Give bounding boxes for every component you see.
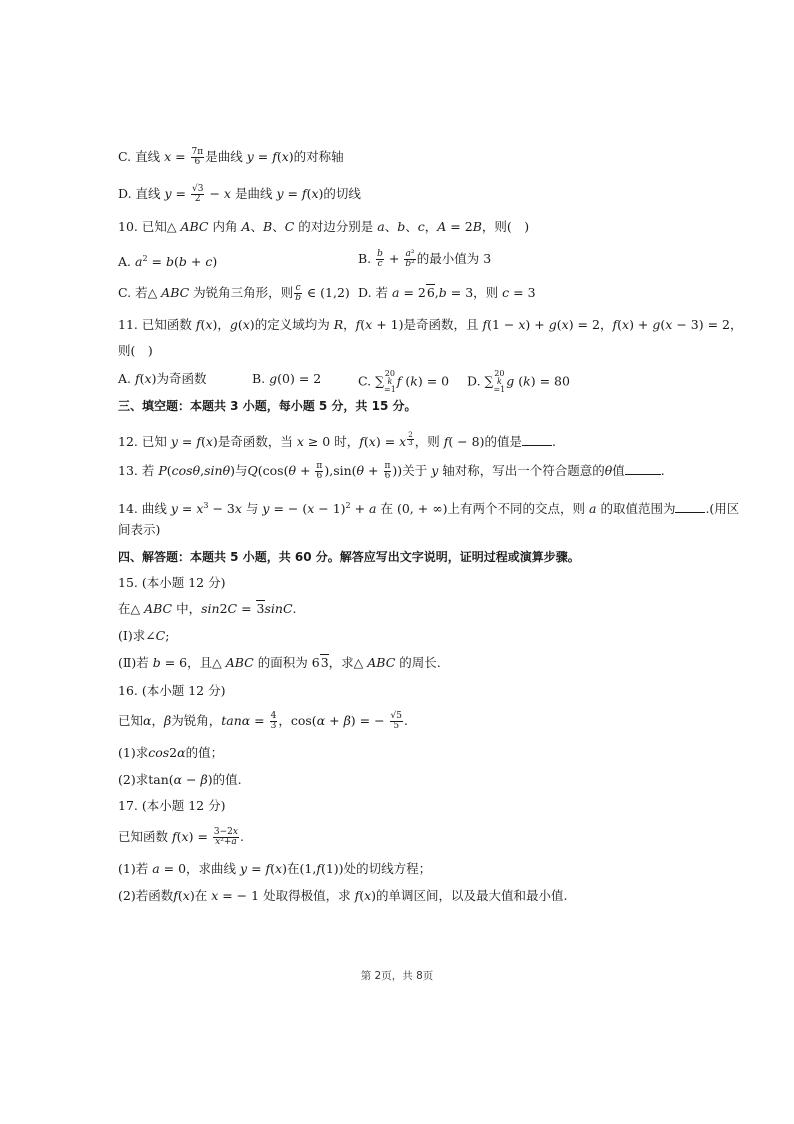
- q10-stem: 10. 已知△ ABC 内角 A、B、C 的对边分别是 a、b、c，A = 2B，则( ): [118, 219, 530, 234]
- q13-stem: 13. 若 P(cosθ,sinθ)与Q(cos(θ + $\frac{\pi}{6}$ ),sin(θ + $\frac{\pi}{6}$ ))关于 y 轴对称，写出一个符合题意的θ值 .: [118, 461, 665, 481]
- q10-option-d: D. 若 a = 26,b = 3，则 c = 3: [358, 285, 536, 300]
- section-3-heading: 三、填空题：本题共 3 小题，每小题 5 分，共 15 分。: [118, 399, 417, 413]
- q16-part1: (1)求cos2α的值；: [118, 745, 224, 760]
- q11-option-a: A. f(x)为奇函数: [118, 371, 207, 386]
- q11-stem: 11. 已知函数 f(x)，g(x)的定义域均为 R，f(x + 1)是奇函数，且 f(1 − x) + g(x) = 2，f(x) + g(x − 3) = 2，: [118, 317, 743, 332]
- q15-stem: 在△ ABC 中，sin2C = 3sinC.: [118, 601, 297, 616]
- section-4-heading: 四、解答题：本题共 5 小题，共 60 分。解答应写出文字说明，证明过程或演算步骤。: [118, 550, 580, 564]
- q17-stem: 已知函数 f(x) = $\frac{3-2x}{\text{x²+a}}$ .: [118, 827, 244, 847]
- q9-option-c: C. 直线 x = $\frac{7\pi}{6}$ 是曲线 y = f(x)的对称轴: [118, 147, 344, 167]
- q10-option-a: A. $a^2 = b(b + c)$: [118, 254, 218, 270]
- q16-stem: 已知α，β为锐角，tanα = $\frac{4}{3}$ ，cos(α + β) = − $\frac{√5}{5}$ .: [118, 711, 408, 731]
- q13-answer-blank[interactable]: [625, 462, 661, 475]
- q10-option-b: B. $\frac{b}{c}$ + $\frac{\text{a²}}{\text{b²}}$ 的最小值为 3: [358, 249, 492, 269]
- q14-answer-blank[interactable]: [675, 500, 705, 513]
- q14-stem: 14. 曲线 $y = x^3 - 3x$ 与 y = − $(x - 1)^2 + a$ 在 (0, + ∞)上有两个不同的交点，则 a 的取值范围为 .(用区: [118, 501, 740, 517]
- q11-option-c: C. ∑ 20 k =1 f (k) = 0: [358, 369, 450, 394]
- q17-title: 17. (本小题 12 分): [118, 798, 226, 813]
- q12-answer-blank[interactable]: [522, 433, 552, 446]
- q16-title: 16. (本小题 12 分): [118, 683, 226, 698]
- q11-stem-line2: 则( ): [118, 343, 153, 358]
- q17-part2: (2)若函数f(x)在 x = − 1 处取得极值，求 f(x)的单调区间，以及最大值和最小值.: [118, 888, 568, 903]
- q17-part1: (1)若 a = 0，求曲线 y = f(x)在(1,f(1))处的切线方程；: [118, 861, 432, 876]
- q11-option-d: D. ∑ 20 k =1 g (k) = 80: [467, 369, 570, 394]
- q12-stem: 12. 已知 y = f(x)是奇函数，当 x ≥ 0 时，f(x) = x $^{\frac{2}{3}}$ ，则 f( − 8)的值是 .: [118, 430, 556, 450]
- q15-part2: (Ⅱ)若 b = 6，且△ ABC 的面积为 63，求△ ABC 的周长.: [118, 655, 441, 670]
- q11-option-b: B. g(0) = 2: [252, 371, 322, 386]
- q16-part2: (2)求tan(α − β)的值.: [118, 772, 242, 787]
- q15-part1: (Ⅰ)求∠C;: [118, 628, 170, 643]
- q9-option-d: D. 直线 y = $\frac{√3}{2}$ − x 是曲线 y = f(x)的切线: [118, 184, 361, 204]
- q10-option-c: C. 若△ ABC 为锐角三角形，则 $\frac{c}{b}$ ∈ (1,2): [118, 283, 350, 303]
- q14-stem-line2: 间表示): [118, 522, 161, 537]
- q15-title: 15. (本小题 12 分): [118, 575, 226, 590]
- page-footer: 第 2页，共 8页: [360, 970, 434, 982]
